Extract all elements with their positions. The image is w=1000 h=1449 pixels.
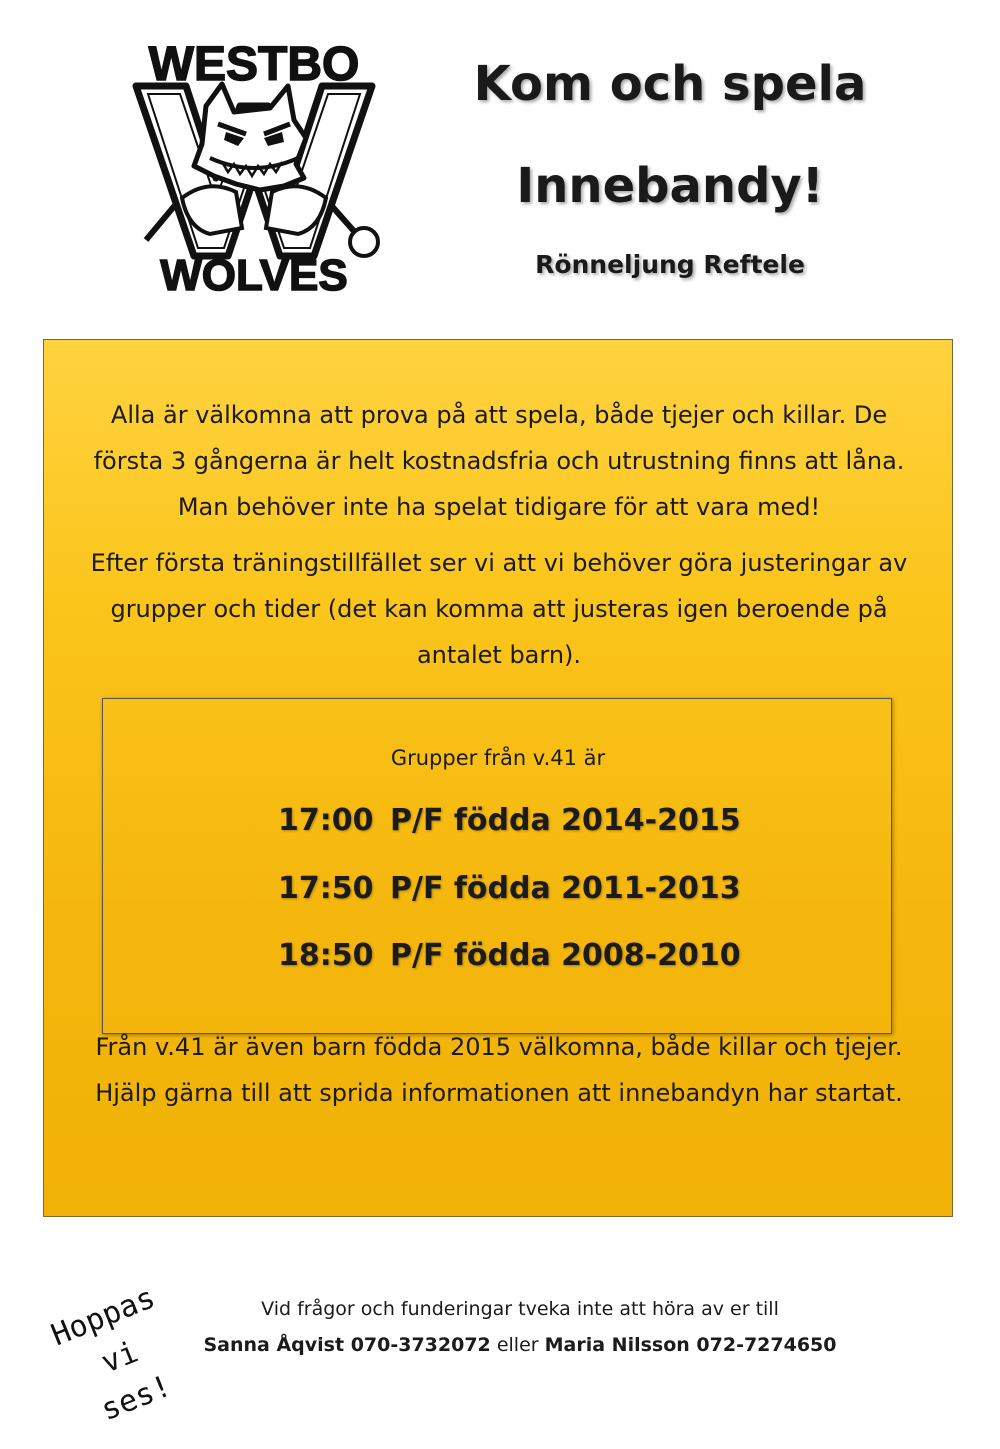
intro-paragraph-2	[44, 540, 954, 678]
outro-line: Från v.41 är även barn födda 2015 välkomna, både killar och tjejer.	[95, 1033, 903, 1061]
location-subtitle: Rönneljung Reftele	[535, 250, 805, 279]
group-label: P/F födda 2008-2010	[390, 938, 741, 973]
info-box	[43, 339, 953, 1217]
group-time: 17:50	[278, 871, 374, 906]
intro-paragraph-1	[44, 392, 954, 530]
outro-paragraph	[44, 1024, 954, 1116]
hoppas-vi-ses-text	[21, 1267, 219, 1449]
group-time: 18:50	[278, 938, 374, 973]
group-row	[278, 871, 741, 906]
intro-line: grupper och tider (det kan komma att justeras igen beroende på	[110, 595, 888, 623]
group-label: P/F födda 2011-2013	[390, 871, 741, 906]
groups-box	[102, 698, 892, 1034]
contact-separator: eller	[496, 1334, 539, 1356]
contact-sanna: Sanna Åqvist 070-3732072	[203, 1334, 491, 1356]
outro-line: Hjälp gärna till att sprida informationen att innebandyn har startat.	[95, 1079, 903, 1107]
westbo-wolves-logo	[118, 28, 390, 300]
intro-line: första 3 gångerna är helt kostnadsfria och utrustning finns att låna.	[93, 447, 905, 475]
group-row	[278, 938, 741, 973]
contact-maria: Maria Nilsson 072-7274650	[544, 1334, 837, 1356]
contact-persons	[200, 1334, 840, 1356]
hoppas-line: ses!	[96, 1368, 177, 1429]
group-time: 17:00	[278, 803, 374, 838]
intro-line: Efter första träningstillfället ser vi att vi behöver göra justeringar av	[90, 549, 908, 577]
headline-line1: Kom och spela	[473, 56, 867, 112]
headline-line2: Innebandy!	[516, 158, 824, 214]
logo-top-text: WESTBO	[148, 38, 360, 91]
wolf-mascot-logo-icon	[118, 28, 390, 300]
intro-line: Man behöver inte ha spelat tidigare för att vara med!	[177, 493, 821, 521]
contact-intro: Vid frågor och funderingar tveka inte att höra av er till	[261, 1298, 779, 1320]
groups-header: Grupper från v.41 är	[390, 746, 606, 770]
hoppas-line: Hoppas vi	[46, 1280, 161, 1381]
intro-line: antalet barn).	[416, 641, 582, 669]
logo-bottom-text: WOLVES	[160, 251, 348, 300]
intro-line: Alla är välkomna att prova på att spela, både tjejer och killar. De	[110, 401, 888, 429]
group-label: P/F födda 2014-2015	[390, 803, 741, 838]
group-row	[278, 803, 741, 838]
